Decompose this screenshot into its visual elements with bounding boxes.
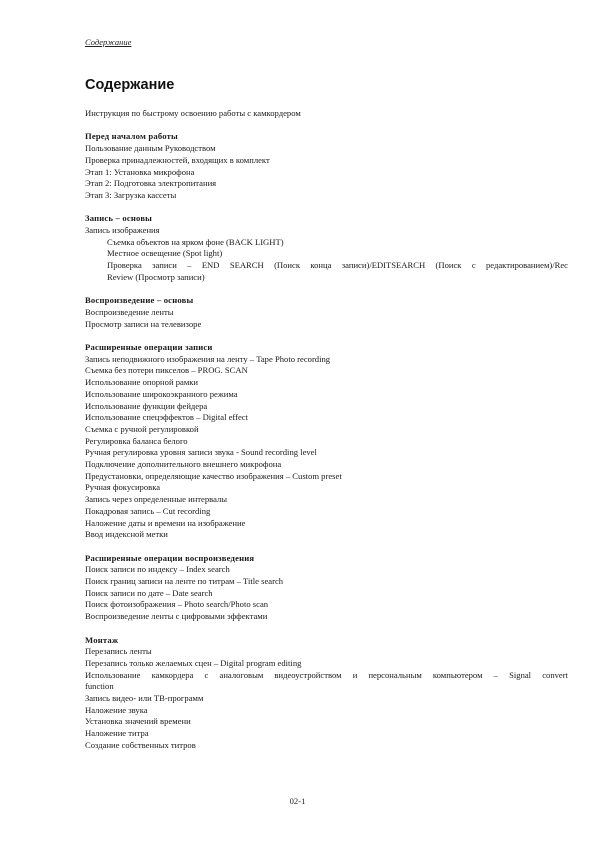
- toc-subitem[interactable]: Проверка записи – END SEARCH (Поиск конца записи)/EDITSEARCH (Поиск с редактированием)/Rec: [107, 260, 568, 271]
- toc-item[interactable]: Пользование данным Руководством: [85, 143, 216, 154]
- toc-item[interactable]: Запись изображения: [85, 225, 160, 235]
- toc-item[interactable]: Этап 1: Установка микрофона: [85, 166, 195, 177]
- toc-item[interactable]: Использование функции фейдера: [85, 400, 208, 411]
- toc-item[interactable]: Установка значений времени: [85, 716, 191, 727]
- toc-item[interactable]: Регулировка баланса белого: [85, 435, 188, 446]
- toc-item-continuation[interactable]: function: [85, 681, 114, 692]
- section-heading: Расширенные операции записи: [85, 342, 213, 352]
- toc-item[interactable]: Просмотр записи на телевизоре: [85, 318, 202, 329]
- section-heading: Перед началом работы: [85, 131, 178, 142]
- toc-item[interactable]: Запись неподвижного изображения на ленту – Tape Photo recording: [85, 353, 331, 364]
- toc-subitem[interactable]: Съемка объектов на ярком фоне (BACK LIGHT): [107, 236, 284, 247]
- running-header: Содержание: [85, 37, 132, 47]
- toc-item[interactable]: Запись видео- или ТВ-программ: [85, 693, 204, 704]
- toc-item[interactable]: Наложение звука: [85, 704, 148, 715]
- toc-item[interactable]: Ввод индексной метки: [85, 529, 168, 540]
- section-heading: Запись – основы: [85, 213, 153, 224]
- toc-item[interactable]: Съемка с ручной регулировкой: [85, 423, 199, 434]
- toc-item[interactable]: Использование спецэффектов – Digital effect: [85, 412, 249, 423]
- toc-intro[interactable]: Инструкция по быстрому освоению работы с камкордером: [85, 108, 301, 118]
- page-number: 02-1: [289, 796, 306, 806]
- page-title: Содержание: [85, 77, 175, 93]
- section-heading: Воспроизведение – основы: [85, 295, 194, 306]
- toc-item[interactable]: Этап 3: Загрузка кассеты: [85, 189, 177, 200]
- toc-item[interactable]: Перезапись только желаемых сцен – Digital program editing: [85, 657, 302, 668]
- toc-item[interactable]: Проверка принадлежностей, входящих в комплект: [85, 154, 270, 165]
- toc-item[interactable]: Использование широкоэкранного режима: [85, 388, 238, 399]
- toc-item[interactable]: Воспроизведение ленты с цифровыми эффектами: [85, 611, 268, 622]
- toc-item[interactable]: Наложение титра: [85, 728, 149, 739]
- toc-item[interactable]: Поиск записи по дате – Date search: [85, 587, 213, 598]
- toc-item[interactable]: Использование опорной рамки: [85, 377, 199, 388]
- toc-item[interactable]: Ручная регулировка уровня записи звука - Sound recording level: [85, 447, 317, 458]
- toc-item[interactable]: Запись через определенные интервалы: [85, 494, 228, 505]
- toc-item[interactable]: Воспроизведение ленты: [85, 306, 174, 317]
- table-of-contents: [85, 108, 568, 752]
- toc-subitem[interactable]: Review (Просмотр записи): [107, 271, 205, 282]
- section-heading: Расширенные операции воспроизведения: [85, 552, 255, 563]
- toc-item[interactable]: Создание собственных титров: [85, 739, 196, 750]
- toc-subitem[interactable]: Местное освещение (Spot light): [107, 248, 223, 259]
- toc-item[interactable]: Наложение даты и времени на изображение: [85, 517, 246, 528]
- toc-item[interactable]: Предустановки, определяющие качество изображения – Custom preset: [85, 470, 342, 481]
- toc-item[interactable]: Использование камкордера с аналоговым видеоустройством и персональным компьютером – Signal convert: [85, 669, 568, 680]
- toc-item[interactable]: Подключение дополнительного внешнего микрофона: [85, 459, 282, 470]
- toc-item[interactable]: Перезапись ленты: [85, 646, 152, 657]
- toc-item[interactable]: Поиск фотоизображения – Photo search/Photo scan: [85, 599, 269, 610]
- toc-item[interactable]: Поиск записи по индексу – Index search: [85, 564, 230, 575]
- section-heading: Монтаж: [85, 634, 119, 645]
- toc-item[interactable]: Поиск границ записи на ленте по титрам – Title search: [85, 576, 284, 587]
- toc-item[interactable]: Этап 2: Подготовка электропитания: [85, 178, 217, 189]
- toc-item[interactable]: Съемка без потери пикселов – PROG. SCAN: [85, 365, 248, 376]
- toc-item[interactable]: Ручная фокусировка: [85, 482, 161, 493]
- toc-item[interactable]: Покадровая запись – Cut recording: [85, 505, 211, 516]
